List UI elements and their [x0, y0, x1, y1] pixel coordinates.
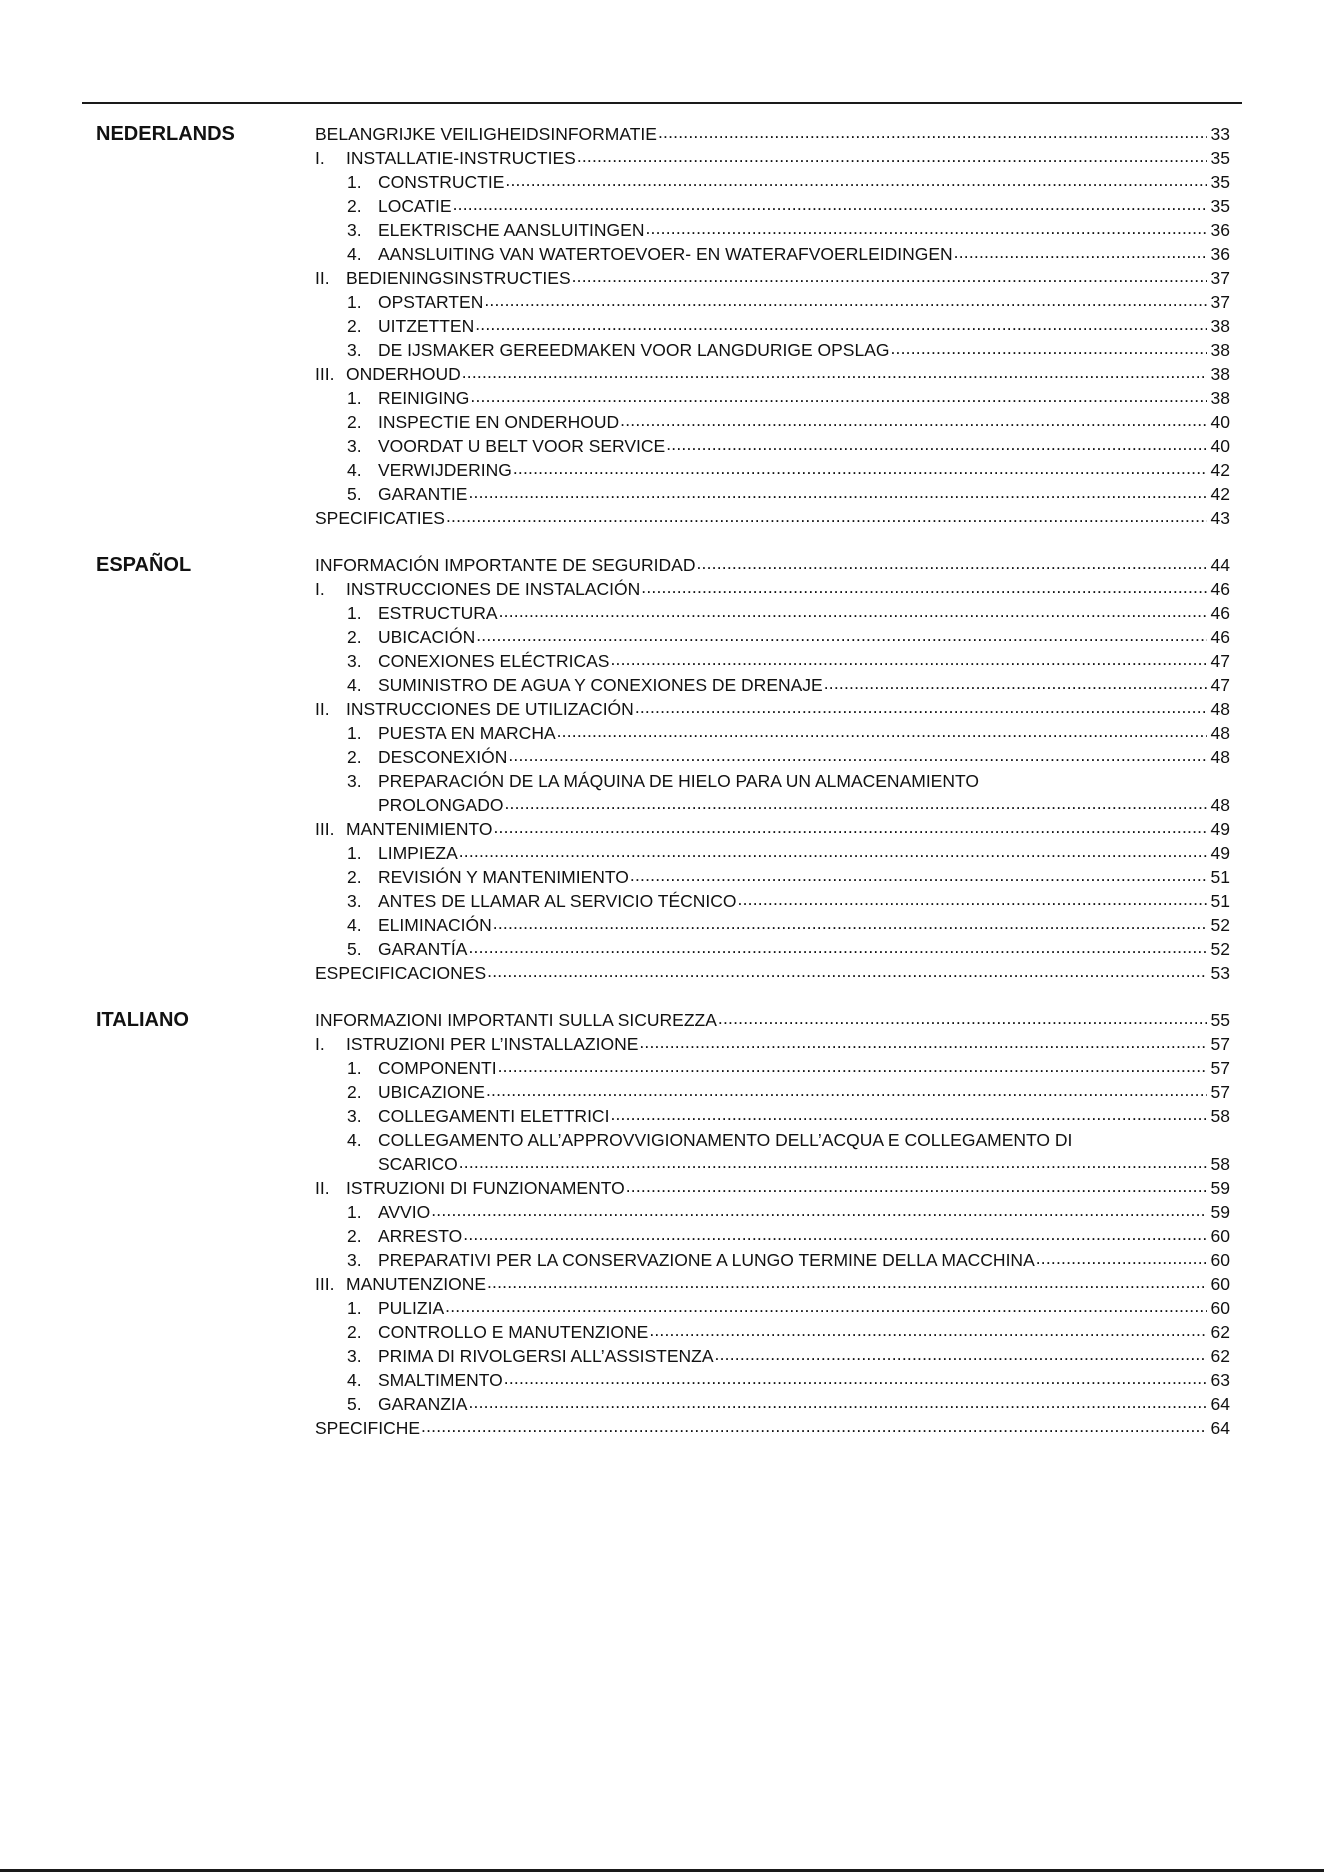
- entry-page-number: 46: [1210, 627, 1230, 647]
- dot-leader: [468, 935, 1207, 959]
- toc-entry[interactable]: [315, 1344, 1230, 1368]
- toc-entry[interactable]: [315, 1128, 1230, 1152]
- toc-entry[interactable]: [315, 1032, 1230, 1056]
- toc-entry[interactable]: [315, 673, 1230, 697]
- dot-leader: [453, 192, 1207, 216]
- dot-leader: [468, 1390, 1207, 1414]
- entry-page-number: 52: [1210, 939, 1230, 959]
- dot-leader: [954, 240, 1207, 264]
- entry-page-number: 38: [1210, 364, 1230, 384]
- entry-page-number: 64: [1210, 1418, 1230, 1438]
- dot-leader: [421, 1414, 1207, 1438]
- dot-leader: [445, 1294, 1207, 1318]
- entry-title: INSTRUCCIONES DE INSTALACIÓN: [346, 579, 641, 599]
- entry-number: 1.: [347, 603, 362, 623]
- entry-page-number: 40: [1210, 436, 1230, 456]
- dot-leader: [508, 743, 1207, 767]
- entry-number: 3.: [347, 220, 362, 240]
- entry-title: AVVIO: [378, 1202, 431, 1222]
- entry-number: 2.: [347, 1082, 362, 1102]
- entry-page-number: 58: [1210, 1154, 1230, 1174]
- entry-title: INFORMACIÓN IMPORTANTE DE SEGURIDAD: [315, 555, 696, 575]
- entry-title: ESTRUCTURA: [378, 603, 498, 623]
- entry-page-number: 62: [1210, 1346, 1230, 1366]
- entry-title: PRIMA DI RIVOLGERSI ALL’ASSISTENZA: [378, 1346, 714, 1366]
- entry-number: 3.: [347, 436, 362, 456]
- entry-page-number: 60: [1210, 1250, 1230, 1270]
- entry-number: III.: [315, 1274, 335, 1294]
- toc-entry[interactable]: [315, 362, 1230, 386]
- entry-title: PROLONGADO: [378, 795, 504, 815]
- toc-entry[interactable]: [315, 218, 1230, 242]
- dot-leader: [486, 1078, 1207, 1102]
- entry-number: 3.: [347, 1106, 362, 1126]
- entry-title: GARANTIE: [378, 484, 468, 504]
- entry-title: VERWIJDERING: [378, 460, 512, 480]
- entry-number: 3.: [347, 340, 362, 360]
- dot-leader: [446, 504, 1207, 528]
- dot-leader: [610, 1102, 1207, 1126]
- entry-title: COMPONENTI: [378, 1058, 497, 1078]
- entry-title: GARANTÍA: [378, 939, 468, 959]
- dot-leader: [1036, 1246, 1207, 1270]
- toc-entry[interactable]: [315, 290, 1230, 314]
- entry-title: PUESTA EN MARCHA: [378, 723, 556, 743]
- toc-entry[interactable]: [315, 601, 1230, 625]
- toc-entry[interactable]: [315, 1224, 1230, 1248]
- entry-title: LIMPIEZA: [378, 843, 458, 863]
- dot-leader: [891, 336, 1208, 360]
- entry-number: 3.: [347, 651, 362, 671]
- entry-title: ANTES DE LLAMAR AL SERVICIO TÉCNICO: [378, 891, 737, 911]
- dot-leader: [468, 480, 1207, 504]
- entry-title: LOCATIE: [378, 196, 452, 216]
- entry-page-number: 60: [1210, 1298, 1230, 1318]
- toc-entries: [315, 1008, 1230, 1440]
- entry-title: AANSLUITING VAN WATERTOEVOER- EN WATERAFVOERLEIDINGEN: [378, 244, 953, 264]
- toc-entry[interactable]: [315, 769, 1230, 793]
- entry-title: ARRESTO: [378, 1226, 463, 1246]
- toc-entry[interactable]: [315, 913, 1230, 937]
- entry-page-number: 60: [1210, 1274, 1230, 1294]
- entry-title: INSTRUCCIONES DE UTILIZACIÓN: [346, 699, 634, 719]
- entry-title: UBICACIÓN: [378, 627, 476, 647]
- entry-number: 2.: [347, 867, 362, 887]
- dot-leader: [431, 1198, 1207, 1222]
- toc-entry[interactable]: [315, 553, 1230, 577]
- entry-page-number: 53: [1210, 963, 1230, 983]
- entry-title: BELANGRIJKE VEILIGHEIDSINFORMATIE: [315, 124, 657, 144]
- entry-number: 2.: [347, 316, 362, 336]
- entry-page-number: 63: [1210, 1370, 1230, 1390]
- entry-title: GARANZIA: [378, 1394, 468, 1414]
- entry-title: MANUTENZIONE: [346, 1274, 486, 1294]
- language-heading: NEDERLANDS: [96, 123, 235, 145]
- entry-page-number: 35: [1210, 172, 1230, 192]
- dot-leader: [487, 1270, 1207, 1294]
- entry-page-number: 37: [1210, 292, 1230, 312]
- dot-leader: [610, 647, 1207, 671]
- toc-entry[interactable]: [315, 841, 1230, 865]
- dot-leader: [824, 671, 1207, 695]
- toc-entry[interactable]: [315, 410, 1230, 434]
- entry-title: ISTRUZIONI DI FUNZIONAMENTO: [346, 1178, 625, 1198]
- entry-page-number: 36: [1210, 220, 1230, 240]
- language-heading: ESPAÑOL: [96, 554, 192, 576]
- entry-page-number: 44: [1210, 555, 1230, 575]
- dot-leader: [666, 432, 1207, 456]
- entry-title: CONTROLLO E MANUTENZIONE: [378, 1322, 649, 1342]
- entry-title: BEDIENINGSINSTRUCTIES: [346, 268, 571, 288]
- entry-title: PREPARACIÓN DE LA MÁQUINA DE HIELO PARA UN ALMACENAMIENTO: [378, 771, 979, 791]
- entry-title: SUMINISTRO DE AGUA Y CONEXIONES DE DRENAJE: [378, 675, 823, 695]
- toc-entries: [315, 122, 1230, 530]
- dot-leader: [459, 1150, 1207, 1174]
- dot-leader: [505, 168, 1207, 192]
- entry-title: CONEXIONES ELÉCTRICAS: [378, 651, 610, 671]
- toc-entry[interactable]: [315, 793, 1230, 817]
- entry-page-number: 37: [1210, 268, 1230, 288]
- entry-title: SPECIFICHE: [315, 1418, 421, 1438]
- dot-leader: [649, 1318, 1207, 1342]
- dot-leader: [494, 815, 1208, 839]
- entry-title: PULIZIA: [378, 1298, 445, 1318]
- entry-page-number: 47: [1210, 675, 1230, 695]
- toc-entry[interactable]: [315, 434, 1230, 458]
- entry-number: 2.: [347, 196, 362, 216]
- entry-number: I.: [315, 148, 325, 168]
- entry-number: 2.: [347, 1226, 362, 1246]
- entry-page-number: 38: [1210, 388, 1230, 408]
- entry-number: 2.: [347, 627, 362, 647]
- toc-entry[interactable]: [315, 1392, 1230, 1416]
- entry-page-number: 64: [1210, 1394, 1230, 1414]
- dot-leader: [718, 1006, 1207, 1030]
- dot-leader: [641, 575, 1207, 599]
- toc-entry[interactable]: [315, 458, 1230, 482]
- entry-title: ELIMINACIÓN: [378, 915, 492, 935]
- entry-number: 1.: [347, 1058, 362, 1078]
- entry-number: 4.: [347, 915, 362, 935]
- entry-page-number: 42: [1210, 460, 1230, 480]
- entry-number: 1.: [347, 1202, 362, 1222]
- entry-title: COLLEGAMENTO ALL’APPROVVIGIONAMENTO DELL’ACQUA E COLLEGAMENTO DI: [378, 1130, 1073, 1150]
- dot-leader: [639, 1030, 1207, 1054]
- entry-title: REVISIÓN Y MANTENIMIENTO: [378, 867, 629, 887]
- toc-entry[interactable]: [315, 1320, 1230, 1344]
- entry-page-number: 49: [1210, 843, 1230, 863]
- entry-page-number: 46: [1210, 579, 1230, 599]
- dot-leader: [493, 911, 1207, 935]
- entry-number: 1.: [347, 388, 362, 408]
- toc-entry[interactable]: [315, 721, 1230, 745]
- dot-leader: [476, 623, 1207, 647]
- entry-title: INSPECTIE EN ONDERHOUD: [378, 412, 620, 432]
- toc-entry[interactable]: [315, 1248, 1230, 1272]
- language-heading: ITALIANO: [96, 1009, 189, 1031]
- entry-title: DE IJSMAKER GEREEDMAKEN VOOR LANGDURIGE OPSLAG: [378, 340, 890, 360]
- entry-title: ESPECIFICACIONES: [315, 963, 487, 983]
- toc-entry[interactable]: [315, 577, 1230, 601]
- dot-leader: [513, 456, 1207, 480]
- toc-entry[interactable]: [315, 242, 1230, 266]
- dot-leader: [462, 360, 1207, 384]
- toc-entry[interactable]: [315, 338, 1230, 362]
- toc-entry[interactable]: [315, 1272, 1230, 1296]
- dot-leader: [645, 216, 1207, 240]
- toc-entries: [315, 553, 1230, 985]
- entry-page-number: 60: [1210, 1226, 1230, 1246]
- entry-page-number: 58: [1210, 1106, 1230, 1126]
- dot-leader: [557, 719, 1207, 743]
- dot-leader: [572, 264, 1207, 288]
- entry-page-number: 33: [1210, 124, 1230, 144]
- entry-title: COLLEGAMENTI ELETTRICI: [378, 1106, 610, 1126]
- dot-leader: [658, 120, 1207, 144]
- toc-entry[interactable]: [315, 194, 1230, 218]
- dot-leader: [697, 551, 1208, 575]
- entry-page-number: 48: [1210, 723, 1230, 743]
- toc-entry[interactable]: [315, 170, 1230, 194]
- entry-number: 4.: [347, 675, 362, 695]
- entry-page-number: 57: [1210, 1082, 1230, 1102]
- entry-page-number: 55: [1210, 1010, 1230, 1030]
- entry-number: II.: [315, 1178, 330, 1198]
- entry-number: 2.: [347, 1322, 362, 1342]
- dot-leader: [577, 144, 1207, 168]
- dot-leader: [463, 1222, 1207, 1246]
- entry-number: 3.: [347, 891, 362, 911]
- dot-leader: [738, 887, 1207, 911]
- toc-entry[interactable]: [315, 889, 1230, 913]
- toc-entry[interactable]: [315, 482, 1230, 506]
- dot-leader: [504, 791, 1207, 815]
- entry-number: 1.: [347, 292, 362, 312]
- toc-entry[interactable]: [315, 146, 1230, 170]
- entry-page-number: 46: [1210, 603, 1230, 623]
- entry-title: UBICAZIONE: [378, 1082, 485, 1102]
- dot-leader: [484, 288, 1207, 312]
- entry-title: INFORMAZIONI IMPORTANTI SULLA SICUREZZA: [315, 1010, 717, 1030]
- dot-leader: [715, 1342, 1207, 1366]
- toc-entry[interactable]: [315, 937, 1230, 961]
- toc-entry[interactable]: [315, 1416, 1230, 1440]
- dot-leader: [475, 312, 1207, 336]
- entry-number: 1.: [347, 723, 362, 743]
- entry-title: CONSTRUCTIE: [378, 172, 505, 192]
- entry-number: II.: [315, 268, 330, 288]
- entry-page-number: 36: [1210, 244, 1230, 264]
- entry-title: MANTENIMIENTO: [346, 819, 493, 839]
- entry-number: 5.: [347, 1394, 362, 1414]
- dot-leader: [487, 959, 1207, 983]
- entry-number: 4.: [347, 1370, 362, 1390]
- entry-number: II.: [315, 699, 330, 719]
- entry-number: 1.: [347, 1298, 362, 1318]
- entry-page-number: 43: [1210, 508, 1230, 528]
- entry-page-number: 48: [1210, 747, 1230, 767]
- entry-number: 4.: [347, 1130, 362, 1150]
- toc-entry[interactable]: [315, 625, 1230, 649]
- entry-number: III.: [315, 364, 335, 384]
- entry-title: SMALTIMENTO: [378, 1370, 503, 1390]
- toc-entry[interactable]: [315, 1296, 1230, 1320]
- entry-page-number: 57: [1210, 1058, 1230, 1078]
- toc-entry[interactable]: [315, 506, 1230, 530]
- entry-page-number: 51: [1210, 867, 1230, 887]
- entry-page-number: 42: [1210, 484, 1230, 504]
- toc-entry[interactable]: [315, 1008, 1230, 1032]
- toc-entry[interactable]: [315, 649, 1230, 673]
- entry-title: UITZETTEN: [378, 316, 475, 336]
- toc-entry[interactable]: [315, 1176, 1230, 1200]
- entry-number: 1.: [347, 843, 362, 863]
- entry-page-number: 59: [1210, 1178, 1230, 1198]
- toc-entry[interactable]: [315, 1104, 1230, 1128]
- toc-entry[interactable]: [315, 865, 1230, 889]
- entry-number: 1.: [347, 172, 362, 192]
- entry-page-number: 57: [1210, 1034, 1230, 1054]
- dot-leader: [630, 863, 1207, 887]
- entry-page-number: 38: [1210, 316, 1230, 336]
- toc-entry[interactable]: [315, 1056, 1230, 1080]
- entry-page-number: 47: [1210, 651, 1230, 671]
- entry-title: OPSTARTEN: [378, 292, 484, 312]
- entry-page-number: 59: [1210, 1202, 1230, 1222]
- toc-entry[interactable]: [315, 122, 1230, 146]
- dot-leader: [499, 599, 1207, 623]
- dot-leader: [626, 1174, 1207, 1198]
- toc-entry[interactable]: [315, 266, 1230, 290]
- entry-number: 2.: [347, 747, 362, 767]
- entry-page-number: 49: [1210, 819, 1230, 839]
- entry-title: PREPARATIVI PER LA CONSERVAZIONE A LUNGO TERMINE DELLA MACCHINA: [378, 1250, 1035, 1270]
- entry-page-number: 40: [1210, 412, 1230, 432]
- dot-leader: [620, 408, 1207, 432]
- top-divider: [82, 102, 1242, 104]
- entry-title: SPECIFICATIES: [315, 508, 445, 528]
- entry-title: DESCONEXIÓN: [378, 747, 508, 767]
- entry-number: 4.: [347, 244, 362, 264]
- toc-entry[interactable]: [315, 1080, 1230, 1104]
- entry-number: 2.: [347, 412, 362, 432]
- entry-title: REINIGING: [378, 388, 470, 408]
- entry-title: INSTALLATIE-INSTRUCTIES: [346, 148, 576, 168]
- toc-entry[interactable]: [315, 1368, 1230, 1392]
- entry-number: 3.: [347, 1346, 362, 1366]
- entry-page-number: 38: [1210, 340, 1230, 360]
- dot-leader: [504, 1366, 1207, 1390]
- entry-title: ELEKTRISCHE AANSLUITINGEN: [378, 220, 645, 240]
- entry-number: 3.: [347, 771, 362, 791]
- toc-entry[interactable]: [315, 961, 1230, 985]
- toc-entry[interactable]: [315, 745, 1230, 769]
- entry-title: SCARICO: [378, 1154, 458, 1174]
- entry-page-number: 48: [1210, 795, 1230, 815]
- toc-entry[interactable]: [315, 817, 1230, 841]
- toc-entry[interactable]: [315, 314, 1230, 338]
- dot-leader: [635, 695, 1207, 719]
- toc-entry[interactable]: [315, 1152, 1230, 1176]
- dot-leader: [498, 1054, 1207, 1078]
- entry-page-number: 48: [1210, 699, 1230, 719]
- entry-number: I.: [315, 1034, 325, 1054]
- entry-page-number: 35: [1210, 196, 1230, 216]
- entry-title: ONDERHOUD: [346, 364, 461, 384]
- entry-page-number: 51: [1210, 891, 1230, 911]
- entry-number: 5.: [347, 484, 362, 504]
- entry-number: I.: [315, 579, 325, 599]
- entry-title: ISTRUZIONI PER L’INSTALLAZIONE: [346, 1034, 639, 1054]
- entry-number: 5.: [347, 939, 362, 959]
- toc-entry[interactable]: [315, 1200, 1230, 1224]
- entry-page-number: 52: [1210, 915, 1230, 935]
- entry-number: 3.: [347, 1250, 362, 1270]
- entry-title: VOORDAT U BELT VOOR SERVICE: [378, 436, 666, 456]
- entry-page-number: 35: [1210, 148, 1230, 168]
- entry-number: III.: [315, 819, 335, 839]
- dot-leader: [470, 384, 1207, 408]
- toc-entry[interactable]: [315, 386, 1230, 410]
- entry-page-number: 62: [1210, 1322, 1230, 1342]
- dot-leader: [459, 839, 1207, 863]
- entry-number: 4.: [347, 460, 362, 480]
- toc-entry[interactable]: [315, 697, 1230, 721]
